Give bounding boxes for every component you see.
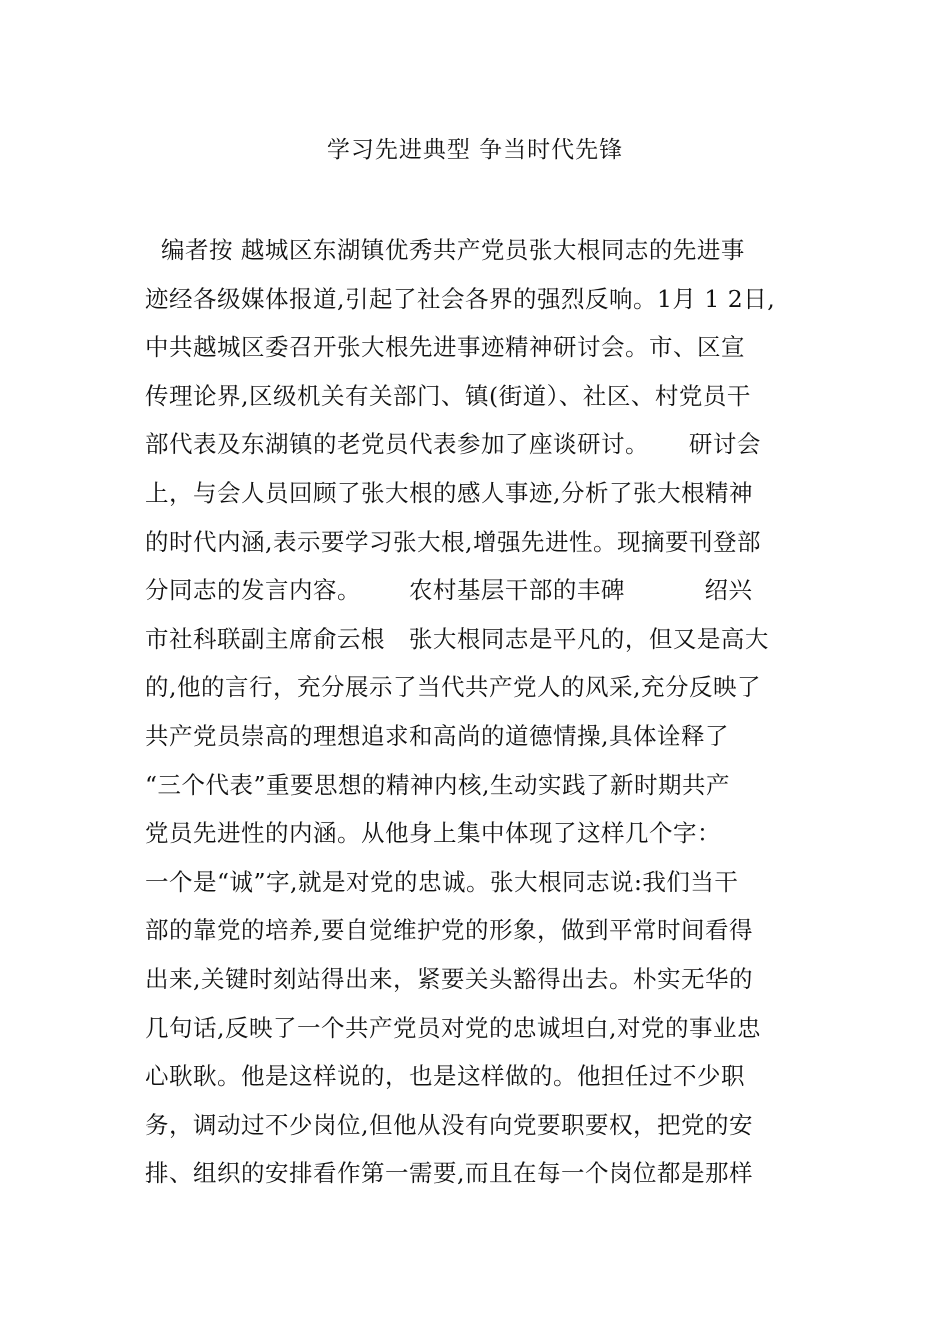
body-line: 的,他的言行，充分展示了当代共产党人的风采,充分反映了 [145, 673, 761, 702]
body-line: 党员先进性的内涵。从他身上集中体现了这样几个字： [145, 819, 721, 848]
document-body [145, 232, 825, 1204]
document-title: 学习先进典型 争当时代先锋 [326, 137, 624, 163]
body-line: 中共越城区委召开张大根先进事迹精神研讨会。市、区宣 [145, 333, 745, 362]
body-line: 一个是“诚”字,就是对党的忠诚。张大根同志说:我们当干 [145, 867, 739, 896]
body-line: 共产党员崇高的理想追求和高尚的道德情操,具体诠释了 [145, 721, 729, 750]
body-line: 编者按 越城区东湖镇优秀共产党员张大根同志的先进事 [145, 236, 745, 264]
body-line: 出来,关键时刻站得出来，紧要关头豁得出去。朴实无华的 [145, 964, 753, 993]
body-line: 迹经各级媒体报道,引起了社会各界的强烈反响。1月 1 2日, [145, 284, 776, 313]
body-line: 心耿耿。他是这样说的，也是这样做的。他担任过不少职 [145, 1062, 745, 1091]
body-line: 上，与会人员回顾了张大根的感人事迹,分析了张大根精神 [145, 478, 753, 507]
body-line: 几句话,反映了一个共产党员对党的忠诚坦白,对党的事业忠 [145, 1013, 761, 1042]
body-line: 部的靠党的培养,要自觉维护党的形象，做到平常时间看得 [145, 916, 753, 945]
body-line: 分同志的发言内容。 农村基层干部的丰碑 绍兴 [145, 576, 753, 605]
body-line: 务，调动过不少岗位,但他从没有向党要职要权，把党的安 [145, 1110, 753, 1139]
body-line: 的时代内涵,表示要学习张大根,增强先进性。现摘要刊登部 [145, 527, 761, 556]
body-line: 排、组织的安排看作第一需要,而且在每一个岗位都是那样 [145, 1159, 753, 1188]
body-line: 传理论界,区级机关有关部门、镇(街道）、社区、村党员干 [145, 381, 751, 410]
body-line: 部代表及东湖镇的老党员代表参加了座谈研讨。 研讨会 [145, 430, 761, 459]
body-line: “三个代表”重要思想的精神内核,生动实践了新时期共产 [145, 770, 730, 799]
body-line: 市社科联副主席俞云根 张大根同志是平凡的，但又是高大 [145, 624, 769, 653]
